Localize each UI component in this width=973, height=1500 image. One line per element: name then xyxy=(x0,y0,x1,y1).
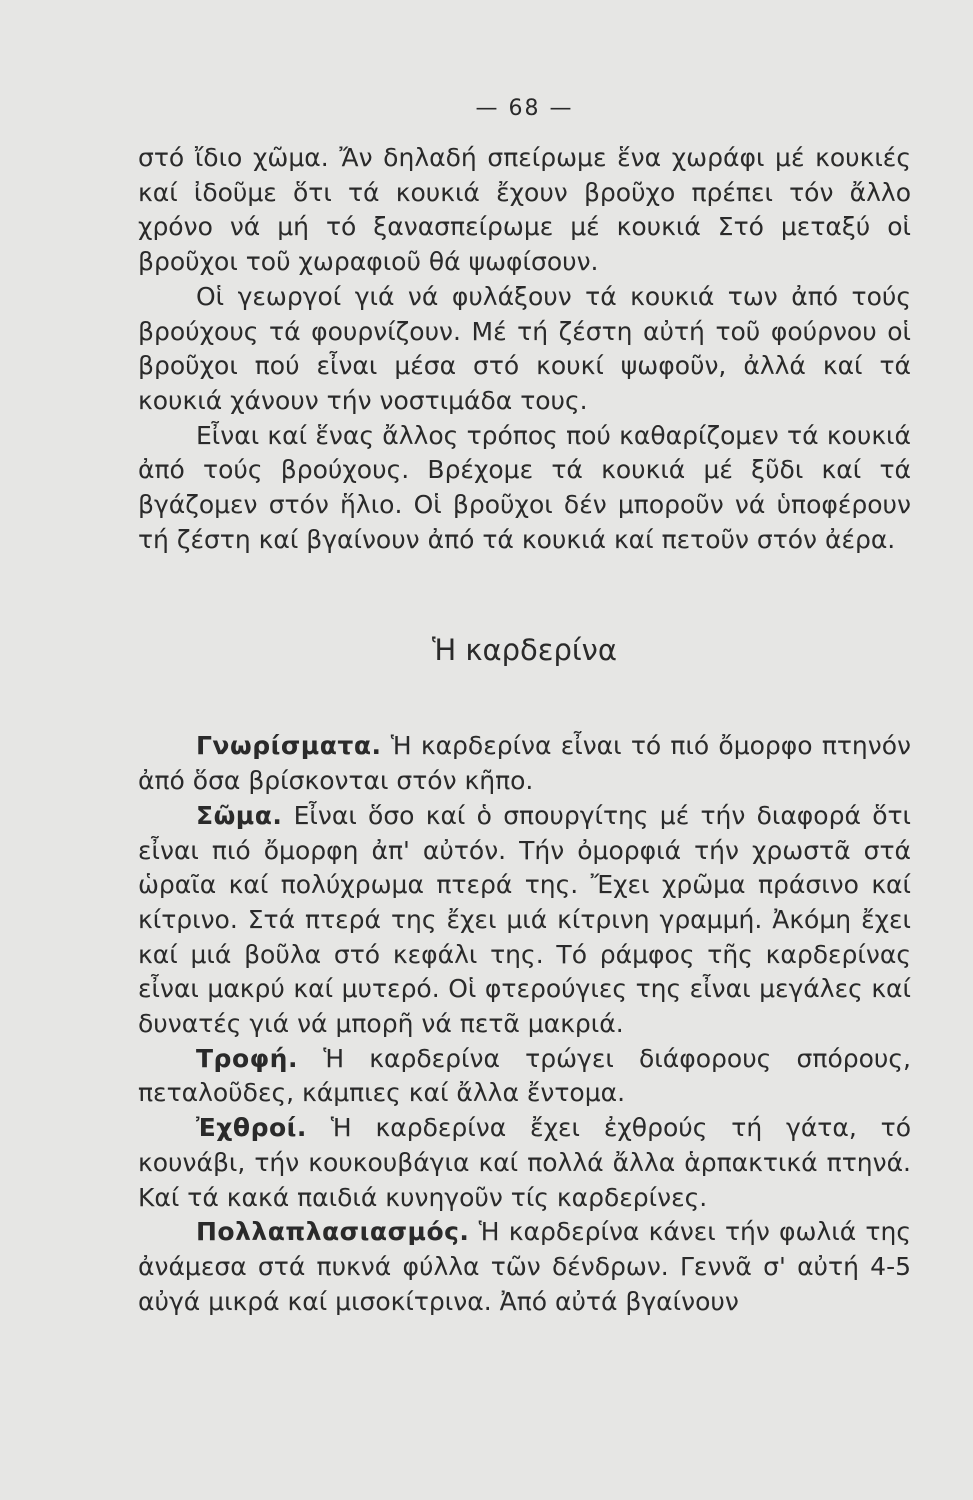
section-body xyxy=(138,799,911,1042)
section-text: Ἡ καρδερίνα εἶναι τό πιό ὄμορφο πτηνόν ἀπό ὅσα βρίσκονται στόν κῆπο. xyxy=(138,731,911,796)
section-label: Σῶμα. xyxy=(196,800,283,830)
page-number: — 68 — xyxy=(475,96,574,121)
section-text: Εἶναι ὅσο καί ὁ σπουργίτης μέ τήν διαφορά ὅτι εἶναι πιό ὄμορφη ἀπ' αὐτόν. Τήν ὀμορφιά τήν χρωστᾶ στά ὡραῖα καί πολύχρωμα πτερά της. Ἔχει χρῶμα πράσινο καί κίτρινο. Στά πτερά της ἔχει μιά κίτρινη γραμμή. Ἀκόμη ἔχει καί μιά βοῦλα στό κεφάλι της. Τό ράμφος τῆς καρδερίνας εἶναι μακρύ καί μυτερό. Οἱ φτερούγιες της εἶναι μεγάλες καί δυνατές γιά νά μπορῆ νά πετᾶ μακριά. xyxy=(138,800,911,1039)
section-features xyxy=(138,729,911,798)
paragraph-baking-beans: Οἱ γεωργοί γιά νά φυλάξουν τά κουκιά των ἀπό τούς βρούχους τά φουρνίζουν. Μέ τή ζέστη αὐτή τοῦ φούρνου οἱ βροῦχοι πού εἶναι μέσα στό κουκί ψωφοῦν, ἀλλά καί τά κουκιά χάνουν τήν νοστιμάδα τους. xyxy=(138,281,911,415)
section-reproduction xyxy=(138,1215,911,1319)
paragraph-compost: στό ἴδιο χῶμα. Ἄν δηλαδή σπείρωμε ἕνα χωράφι μέ κουκιές καί ἰδοῦμε ὅτι τά κουκιά ἔχουν βροῦχο πρέπει τόν ἄλλο χρόνο νά μή τό ξανασπείρωμε μέ κουκιά Στό μεταξύ οἱ βροῦχοι τοῦ χωραφιοῦ θά ψωφίσουν. xyxy=(138,143,911,277)
section-heading: Ἡ καρδερίνα xyxy=(431,633,618,668)
section-text: Ἡ καρδερίνα κάνει τήν φωλιά της ἀνάμεσα στά πυκνά φύλλα τῶν δένδρων. Γεννᾶ σ' αὐτή 4-5 αὐγά μικρά καί μισοκίτρινα. Ἀπό αὐτά βγαίνουν xyxy=(138,1217,911,1316)
section-label: Ἐχθροί. xyxy=(196,1113,307,1143)
section-food xyxy=(138,1042,911,1111)
section-label: Τροφή. xyxy=(196,1043,298,1073)
section-enemies xyxy=(138,1111,911,1215)
paragraph-vinegar-method: Εἶναι καί ἕνας ἄλλος τρόπος πού καθαρίζομεν τά κουκιά ἀπό τούς βρούχους. Βρέχομε τά κουκιά μέ ξῦδι καί τά βγάζομεν στόν ἥλιο. Οἱ βροῦχοι δέν μποροῦν νά ὑποφέρουν τή ζέστη καί βγαίνουν ἀπό τά κουκιά καί πετοῦν στόν ἀέρα. xyxy=(138,420,911,554)
section-label: Πολλαπλασιασμός. xyxy=(196,1217,470,1247)
section-label: Γνωρίσματα. xyxy=(196,731,382,761)
section-text: Ἡ καρδερίνα ἔχει ἐχθρούς τή γάτα, τό κουνάβι, τήν κουκουβάγια καί πολλά ἄλλα ἁρπακτικά πτηνά. Καί τά κακά παιδιά κυνηγοῦν τίς καρδερίνες. xyxy=(138,1113,911,1212)
section-text: Ἡ καρδερίνα τρώγει διάφορους σπόρους, πεταλοῦδες, κάμπιες καί ἄλλα ἔντομα. xyxy=(138,1043,911,1108)
